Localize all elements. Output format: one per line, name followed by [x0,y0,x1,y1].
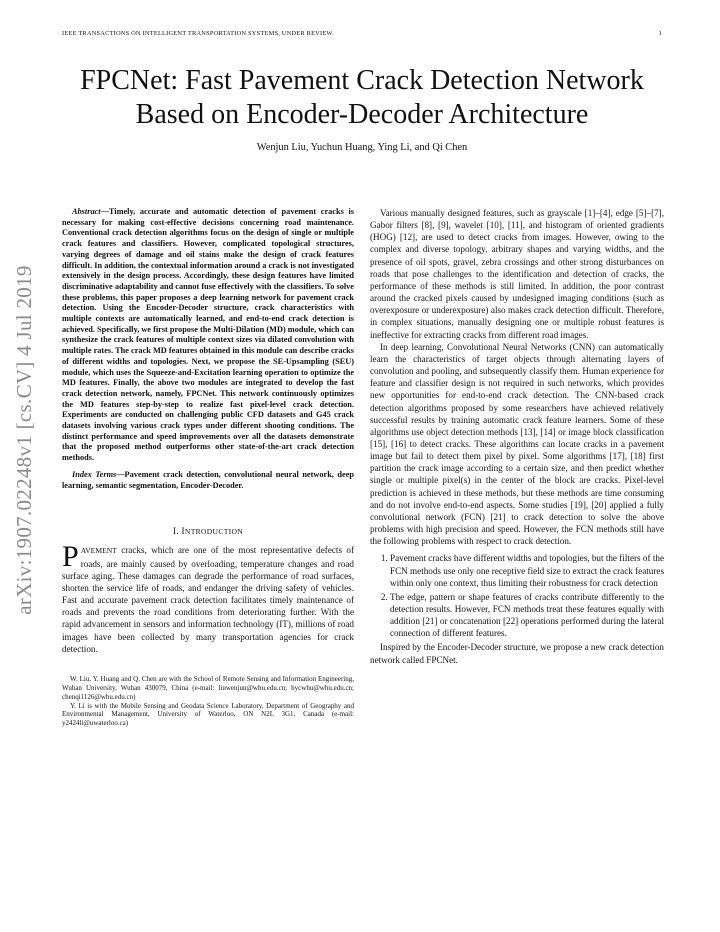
abstract-text: —Timely, accurate and automatic detection of pavement cracks is necessary for making cost-effective decisions concerning road maintenance. Conventional crack detection algorithms focus on the design of single or multiple crack features and classifiers. However, complicated topological structures, varying degrees of damage and oil stains make the design of crack features difficult. In addition, the contextual information around a crack is not investigated extensively in the design process. Accordingly, these design features have limited discriminative adaptability and cannot fuse effectively with the classifiers. To solve these problems, this paper proposes a deep learning network for pavement crack detection. Using the Encoder-Decoder structure, crack characteristics with multiple contexts are automatically learned, and end-to-end crack detection is achieved. Specifically, we first propose the Multi-Dilation (MD) module, which can synthesize the crack features of multiple context sizes via dilated convolution with multiple rates. The crack MD features obtained in this module can describe cracks of different widths and topologies. Next, we propose the SE-Upsampling (SEU) module, which uses the Squeeze-and-Excitation learning operation to optimize the MD features. Finally, the above two modules are integrated to develop the fast crack detection network, namely, FPCNet. This network continuously optimizes the MD features step-by-step to realize fast pixel-level crack detection. Experiments are conducted on challenging public CFD datasets and G45 crack datasets involving various crack types under different shooting conditions. The distinct performance and speed improvements over all the datasets demonstrate that the proposed method outperforms other state-of-the-art crack detection methods. [62,207,354,463]
title-line-1: FPCNet: Fast Pavement Crack Detection Network [80,65,644,96]
section-title-rest: NTRODUCTION [184,527,244,537]
title-line-2: Based on Encoder-Decoder Architecture [135,99,589,130]
author-list: Wenjun Liu, Yuchun Huang, Ying Li, and Qi Chen [256,142,468,153]
paragraph-deep-learning: In deep learning, Convolutional Neural Networks (CNN) can automatically learn the characteristics of target objects through alternating layers of convolution and pooling, and subsequently classify them. Human experience for feature and classifier design is not required in such networks, which provides new opportunities for end-to-end crack detection. The CNN-based crack detection algorithms proposed by some researchers have achieved relatively successful results by training automatic crack feature learners. Some of these algorithms use object detection methods [13], [14] or image block classification [15], [16] to detect cracks. These algorithms can locate cracks in a pavement image but fail to detect them pixel by pixel. Some algorithms [17], [18] first partition the crack image according to a certain size, and then predict whether single or multiple pixel(s) in the center of the block are cracks. Pixel-level prediction is achieved in these methods, but these methods are time consuming and do not involve end-to-end aspects. Some studies [19], [20] applied a fully convolutional network (FCN) [21] to crack detection to solve the above problems with high precision and speed. However, the FCN methods still have the following problems with respect to crack detection. [370,341,664,547]
paper-title [62,64,662,132]
intro-text: cracks, which are one of the most representative defects of roads, are mainly caused by overloading, temperature changes and road surface aging. These damages can degrade the performance of road surfaces, shorten the service life of roads, and endanger the driving safety of vehicles. Fast and accurate pavement crack detection facilitates timely maintenance of roads and prevents the road conditions from deteriorating further. With the rapid advancement in sensors and information technology (IT), millions of road images have been collected by many transportation agencies for crack detection. [62,545,354,654]
index-terms [62,470,354,491]
footnote-affiliation-2: Y. Li is with the Mobile Sensing and Geodata Science Laboratory, Department of Geography and Environmental Management, University of Waterloo, ON N2L 3G1, Canada (e-mail: y2424li@uwaterloo.ca) [62,701,354,728]
list-item: 1. Pavement cracks have different widths and topologies, but the filters of the FCN methods use only one receptive field size to extract the crack features within only one context, thus limiting their robustness for crack detection [390,552,664,588]
journal-name: IEEE TRANSACTIONS ON INTELLIGENT TRANSPORTATION SYSTEMS, UNDER REVIEW. [62,30,334,37]
running-header [62,30,662,37]
footnote-affiliation-1: W. Liu, Y. Huang and Q. Chen are with the School of Remote Sensing and Information Engineering, Wuhan University, Wuhan 430079, China (e-mail: liuwenjun@whu.edu.cn; hycwhu@whu.edu.cn; chenqi1126@whu.edu.cn) [62,674,354,701]
abstract-label: Abstract [72,207,101,216]
index-terms-label: Index Terms [72,469,117,479]
index-terms-text: —Pavement crack detection, convolutional neural network, deep learning, semantic segmentation, Encoder-Decoder. [62,469,355,490]
problem-list [370,552,664,639]
right-column [370,207,664,666]
abstract [62,207,354,464]
dropcap-letter: P [62,540,79,574]
footnotes [62,675,354,728]
section-title-first: I [181,526,185,537]
page-number: 1 [658,30,662,37]
left-column [62,207,354,728]
intro-first-word: AVEMENT [80,546,117,556]
arxiv-stamp: arXiv:1907.02248v1 [cs.CV] 4 Jul 2019 [12,265,36,615]
paragraph-proposal: Inspired by the Encoder-Decoder structure, we propose a new crack detection network called FPCNet. [370,642,664,665]
section-number: I. [172,526,179,537]
intro-paragraph [62,540,354,654]
list-item: 2. The edge, pattern or shape features of cracks contribute differently to the detection results. However, FCN methods treat these features equally with addition [21] or concatenation [22] operations performed during the lateral connection of different features. [390,591,664,640]
paragraph-features: Various manually designed features, such as grayscale [1]–[4], edge [5]–[7], Gabor filters [8], [9], wavelet [10], [11], and histogram of oriented gradients (HOG) [12], are used to detect cracks from images. However, owing to the complex and diverse topology, arbitrary shapes and varying widths, and the presence of oil spots, gravel, zebra crossings and other strong disturbances on roads that pose challenges to the identification and detection of cracks, the performance of these methods is still limited. In addition, the poor contrast around the cracked pixels caused by undesigned imaging conditions (such as overexposure or underexposure) also makes crack detection difficult. Therefore, in complex situations, manually designing one or multiple robust features is ineffective for extracting cracks from different road images. [370,208,664,340]
section-heading-introduction [62,525,354,538]
